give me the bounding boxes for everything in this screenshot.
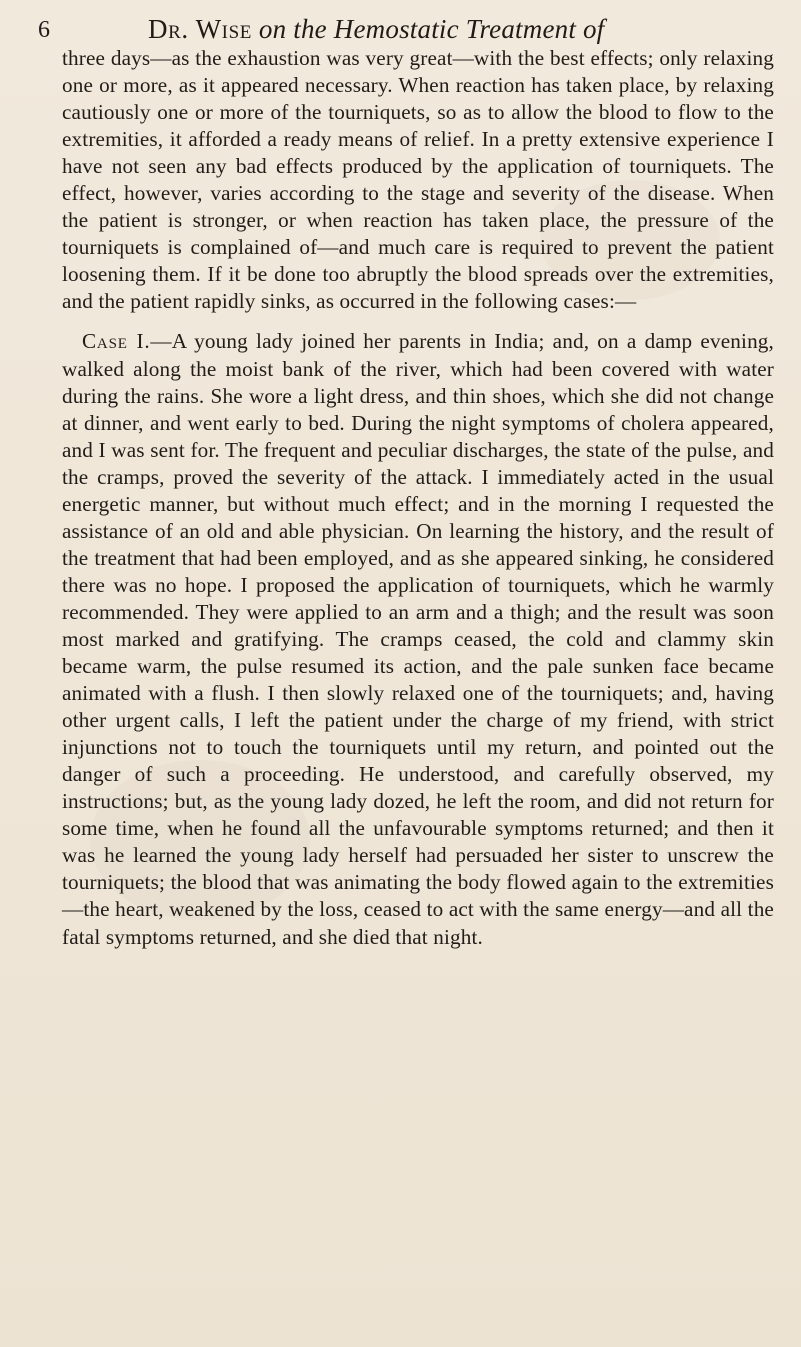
page-body (62, 45, 774, 951)
paragraph-2-text: —A young lady joined her parents in India; and, on a damp evening, walked along the moist bank of the river, which had been covered with water during the rains. She wore a light dress, and thin shoes, which she did not change at dinner, and went early to bed. During the night symptoms of cholera appeared, and I was sent for. The frequent and peculiar discharges, the state of the pulse, and the cramps, proved the severity of the attack. I immediately acted in the usual energetic manner, but without much effect; and in the morning I requested the assistance of an old and able physician. On learning the history, and the result of the treatment that had been employed, and as she appeared sinking, he considered there was no hope. I proposed the application of tourniquets, which he warmly recommended. They were applied to an arm and a thigh; and the result was soon most marked and gratifying. The cramps ceased, the cold and clammy skin became warm, the pulse resumed its action, and the pale sunken face became animated with a flush. I then slowly relaxed one of the tourniquets; and, having other urgent calls, I left the patient under the charge of my friend, with strict injunctions not to touch the tourniquets until my return, and pointed out the danger of such a proceeding. He understood, and carefully observed, my instructions; but, as the young lady dozed, he left the room, and did not return for some time, when he found all the unfavourable symptoms returned; and then it was he learned the young lady herself had persuaded her sister to unscrew the tourniquets; the blood that was animating the body flowed again to the extremities—the heart, weakened by the loss, ceased to act with the same energy—and all the fatal symptoms returned, and she died that night. (62, 329, 774, 949)
paragraph-2 (62, 328, 774, 950)
paragraph-1: three days—as the exhaustion was very great—with the best effects; only relaxing one or more, as it appeared necessary. When reaction has taken place, by relaxing cautiously one or more of the tourniquets, so as to allow the blood to flow to the extremities, it afforded a ready means of relief. In a pretty extensive experience I have not seen any bad effects produced by the application of tourniquets. The effect, however, varies according to the stage and severity of the disease. When the patient is stronger, or when reaction has taken place, the pressure of the tourniquets is complained of—and much care is required to prevent the patient loosening them. If it be done too abruptly the blood spreads over the extremities, and the patient rapidly sinks, as occurred in the following cases:— (62, 46, 774, 314)
running-head (148, 14, 748, 44)
page-number: 6 (38, 17, 50, 43)
running-head-author: Dr. Wise (148, 14, 252, 44)
case-label: Case I. (82, 329, 151, 354)
running-head-title: on the Hemostatic Treatment of (251, 14, 605, 44)
page-header (0, 10, 801, 44)
